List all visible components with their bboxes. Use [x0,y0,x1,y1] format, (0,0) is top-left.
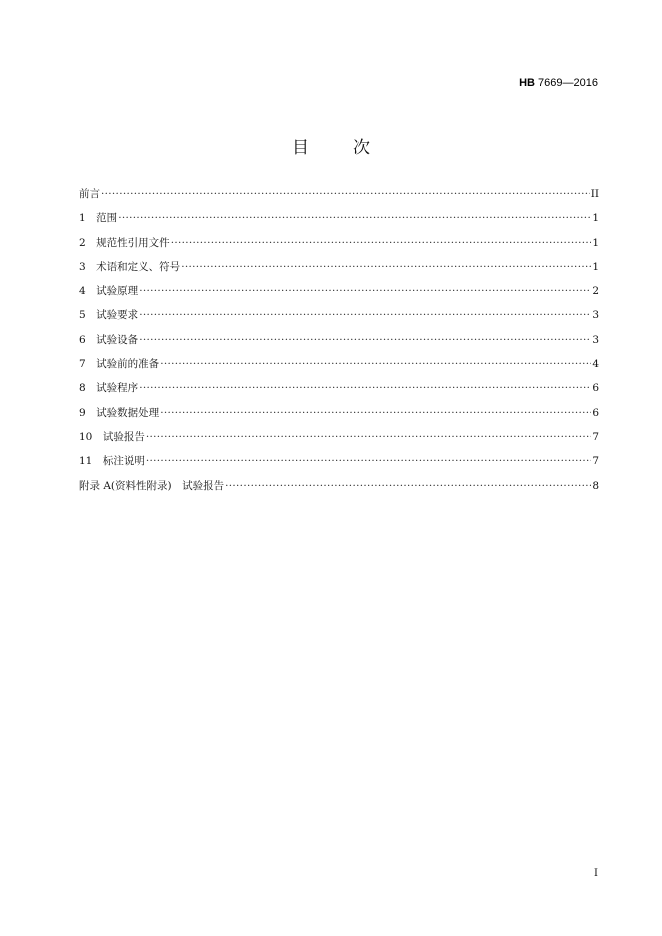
standard-prefix: HB [519,77,535,89]
page-title [0,133,662,158]
toc-leader-dots [146,431,591,443]
toc-entry-test-requirements[interactable] [79,307,599,331]
toc-leader-dots [139,382,591,394]
toc-entry-test-procedure[interactable] [79,380,599,404]
toc-entry-test-report[interactable] [79,429,599,453]
toc-entry-label: 2 规范性引用文件 [79,236,170,249]
standard-code: 7669—2016 [538,77,598,89]
toc-entry-page: 8 [592,479,599,492]
toc-leader-dots [101,188,590,200]
toc-entry-page: 7 [592,430,599,443]
page-number: I [594,868,598,879]
title-char-2: 次 [353,138,370,158]
toc-entry-foreword[interactable] [79,186,599,210]
toc-leader-dots [160,407,591,419]
toc-entry-page: 3 [592,333,599,346]
toc-entry-terms-definitions[interactable] [79,259,599,283]
toc-entry-label: 3 术语和定义、符号 [79,260,181,273]
toc-entry-annex-a[interactable] [79,478,599,502]
toc-leader-dots [118,212,591,224]
toc-leader-dots [181,261,591,273]
toc-entry-page: 2 [592,285,599,298]
toc-leader-dots [225,480,591,492]
toc-entry-page: 4 [592,358,599,371]
toc-entry-label: 6 试验设备 [79,333,139,346]
toc-leader-dots [139,285,591,297]
toc-entry-pre-test-preparation[interactable] [79,356,599,380]
title-char-1: 目 [292,138,309,158]
toc-entry-page: 6 [592,406,599,419]
toc-entry-label: 9 试验数据处理 [79,406,160,419]
toc-entry-data-processing[interactable] [79,405,599,429]
toc-entry-page: 3 [592,309,599,322]
toc-entry-test-principle[interactable] [79,283,599,307]
toc-entry-label: 7 试验前的准备 [79,358,160,371]
toc-leader-dots [139,334,591,346]
toc-entry-label: 附录 A(资料性附录) 试验报告 [79,479,225,492]
toc-entry-normative-references[interactable] [79,235,599,259]
toc-leader-dots [171,237,592,249]
toc-entry-label: 8 试验程序 [79,382,139,395]
toc-entry-page: 7 [592,455,599,468]
toc-entry-label: 10 试验报告 [79,430,145,443]
toc-entry-label: 11 标注说明 [79,455,145,468]
toc-entry-page: II [590,188,599,200]
toc-entry-label: 5 试验要求 [79,309,139,322]
toc-entry-labeling-notes[interactable] [79,453,599,477]
toc-entry-page: 1 [592,212,599,225]
toc-entry-scope[interactable] [79,210,599,234]
toc-entry-test-equipment[interactable] [79,332,599,356]
toc-leader-dots [146,455,591,467]
toc-entry-page: 1 [592,260,599,273]
standard-number [519,77,598,89]
toc-entry-label: 1 范围 [79,212,118,225]
toc-leader-dots [160,358,591,370]
toc-entry-page: 1 [592,236,599,249]
toc-entry-label: 前言 [79,188,100,200]
toc-entry-label: 4 试验原理 [79,285,139,298]
toc-entry-page: 6 [592,382,599,395]
table-of-contents [79,186,599,502]
toc-leader-dots [139,309,591,321]
